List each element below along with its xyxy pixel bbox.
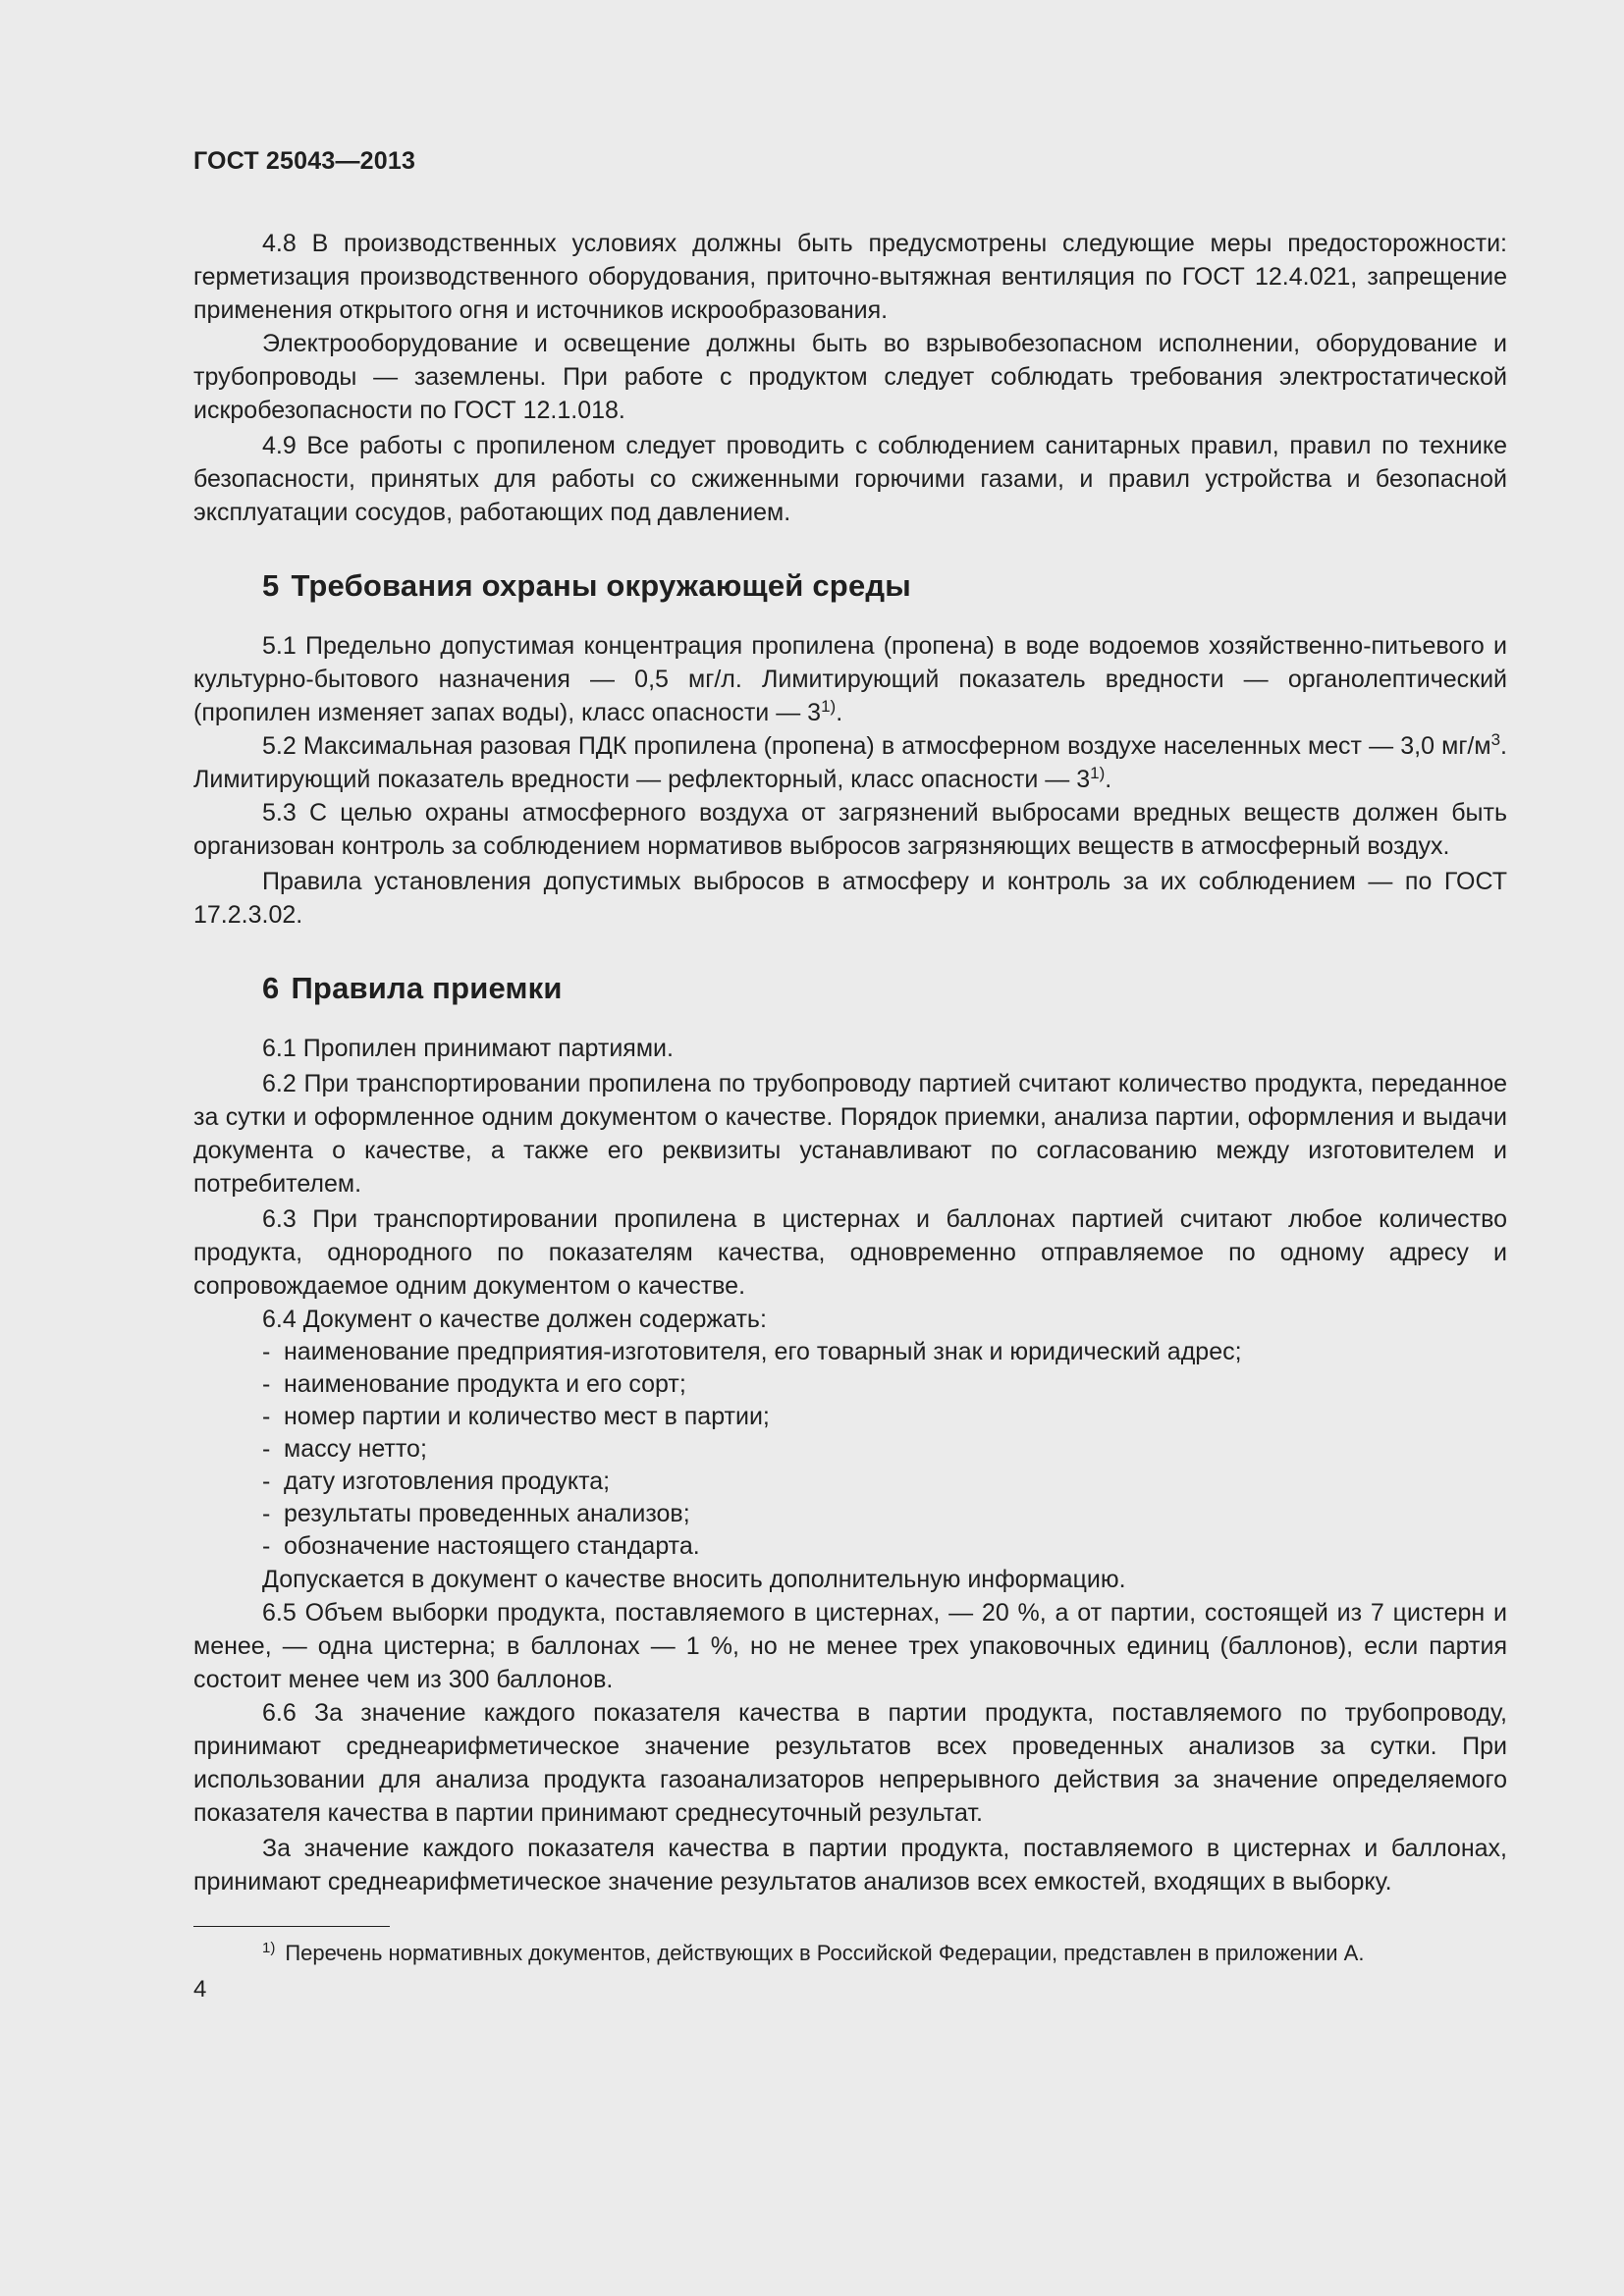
paragraph-6-2: 6.2 При транспортировании пропилена по трубопроводу партией считают количество продукта, переданное за сутки и оформленное одним документом о качестве. Порядок приемки, анализа партии, оформления и выдачи документа о качестве, а также его реквизиты устанавливают по согласованию между изготовителем и потребителем. [193, 1070, 1507, 1198]
paragraph-6-5: 6.5 Объем выборки продукта, поставляемого в цистернах, — 20 %, а от партии, состоящей из 7 цистерн и менее, — одна цистерна; в баллонах — 1 %, но не менее трех упаковочных единиц (баллонов), если партия состоит менее чем из 300 баллонов. [193, 1599, 1507, 1693]
section-5-title: Требования охраны окружающей среды [291, 568, 911, 603]
section-5-number: 5 [262, 568, 280, 603]
paragraph-4-8-electrical: Электрооборудование и освещение должны быть во взрывобезопасном исполнении, оборудование и трубопроводы — заземлены. При работе с продуктом следует соблюдать требования электростатической искробезопасности по ГОСТ 12.1.018. [193, 330, 1507, 424]
paragraph-5-1-end: . [836, 699, 843, 726]
paragraph-5-1 [193, 629, 1507, 729]
section-5-heading [262, 568, 1507, 604]
list-item [193, 1498, 1507, 1530]
quality-document-contents-list [193, 1336, 1507, 1563]
list-item [193, 1336, 1507, 1368]
list-item-text: результаты проведенных анализов; [284, 1500, 690, 1527]
paragraph-5-2-text-a: 5.2 Максимальная разовая ПДК пропилена (пропена) в атмосферном воздухе населенных мест — 3,0 мг/м [262, 732, 1491, 760]
paragraph-5-2-text-b: . Лимитирующий показатель вредности — рефлекторный, класс опасности — 3 [193, 732, 1507, 793]
paragraph-5-3-rules: Правила установления допустимых выбросов в атмосферу и контроль за их соблюдением — по ГОСТ 17.2.3.02. [193, 868, 1507, 929]
list-item [193, 1401, 1507, 1433]
paragraph-6-6: 6.6 За значение каждого показателя качества в партии продукта, поставляемого по трубопроводу, принимают среднеарифметическое значение результатов всех проведенных анализов за сутки. При использовании для анализа продукта газоанализаторов непрерывного действия за значение определяемого показателя качества в партии принимают среднесуточный результат. [193, 1699, 1507, 1827]
page-number: 4 [193, 1976, 207, 2002]
section-6-title: Правила приемки [291, 971, 563, 1005]
footnote [193, 1939, 1507, 1968]
paragraph-6-1: 6.1 Пропилен принимают партиями. [262, 1035, 674, 1062]
list-item [193, 1433, 1507, 1466]
paragraph-4-9: 4.9 Все работы с пропиленом следует проводить с соблюдением санитарных правил, правил по технике безопасности, принятых для работы со сжиженными горючими газами, и правил устройства и безопасной эксплуатации сосудов, работающих под давлением. [193, 432, 1507, 526]
list-dash: - [262, 1338, 271, 1365]
document-code-header: ГОСТ 25043—2013 [193, 147, 416, 175]
list-item [193, 1368, 1507, 1401]
paragraph-5-2 [193, 729, 1507, 796]
list-dash: - [262, 1468, 271, 1495]
list-dash: - [262, 1435, 271, 1463]
section-6-heading [262, 971, 1507, 1006]
footnote-separator [193, 1926, 390, 1927]
document-page [193, 147, 1507, 2003]
list-item [193, 1530, 1507, 1563]
list-item-text: наименование продукта и его сорт; [284, 1370, 686, 1398]
list-item [193, 1466, 1507, 1498]
paragraph-5-3: 5.3 С целью охраны атмосферного воздуха от загрязнений выбросами вредных веществ должен быть организован контроль за соблюдением нормативов выбросов загрязняющих веществ в атмосферный воздух. [193, 799, 1507, 860]
footnote-ref: 1) [1090, 764, 1106, 782]
paragraph-6-4-additional: Допускается в документ о качестве вносить дополнительную информацию. [262, 1566, 1126, 1593]
list-item-text: обозначение настоящего стандарта. [284, 1532, 700, 1560]
list-dash: - [262, 1403, 271, 1430]
cubic-superscript: 3 [1490, 730, 1501, 749]
list-dash: - [262, 1500, 271, 1527]
list-dash: - [262, 1532, 271, 1560]
paragraph-5-1-text: 5.1 Предельно допустимая концентрация пропилена (пропена) в воде водоемов хозяйственно-питьевого и культурно-бытового назначения — 0,5 мг/л. Лимитирующий показатель вредности — органолептический (пропилен изменяет запах воды), класс опасности — 3 [193, 632, 1507, 726]
list-dash: - [262, 1370, 271, 1398]
list-item-text: наименование предприятия-изготовителя, его товарный знак и юридический адрес; [284, 1338, 1242, 1365]
paragraph-6-6-tanks: За значение каждого показателя качества в партии продукта, поставляемого в цистернах и баллонах, принимают среднеарифметическое значение результатов анализов всех емкостей, входящих в выборку. [193, 1835, 1507, 1896]
paragraph-5-2-end: . [1105, 766, 1112, 793]
footnote-ref: 1) [821, 697, 837, 716]
footnote-marker: 1) [262, 1940, 276, 1956]
footnote-text: Перечень нормативных документов, действующих в Российской Федерации, представлен в приложении А. [285, 1941, 1365, 1965]
section-6-number: 6 [262, 971, 280, 1005]
list-item-text: номер партии и количество мест в партии; [284, 1403, 770, 1430]
paragraph-6-4: 6.4 Документ о качестве должен содержать: [262, 1306, 767, 1333]
paragraph-6-3: 6.3 При транспортировании пропилена в цистернах и баллонах партией считают любое количество продукта, однородного по показателям качества, одновременно отправляемое по одному адресу и сопровождаемое одним документом о качестве. [193, 1205, 1507, 1300]
list-item-text: дату изготовления продукта; [284, 1468, 611, 1495]
list-item-text: массу нетто; [284, 1435, 427, 1463]
paragraph-4-8: 4.8 В производственных условиях должны быть предусмотрены следующие меры предосторожности: герметизация производственного оборудования, приточно-вытяжная вентиляция по ГОСТ 12.4.021, запрещение применения открытого огня и источников искрообразования. [193, 230, 1507, 324]
